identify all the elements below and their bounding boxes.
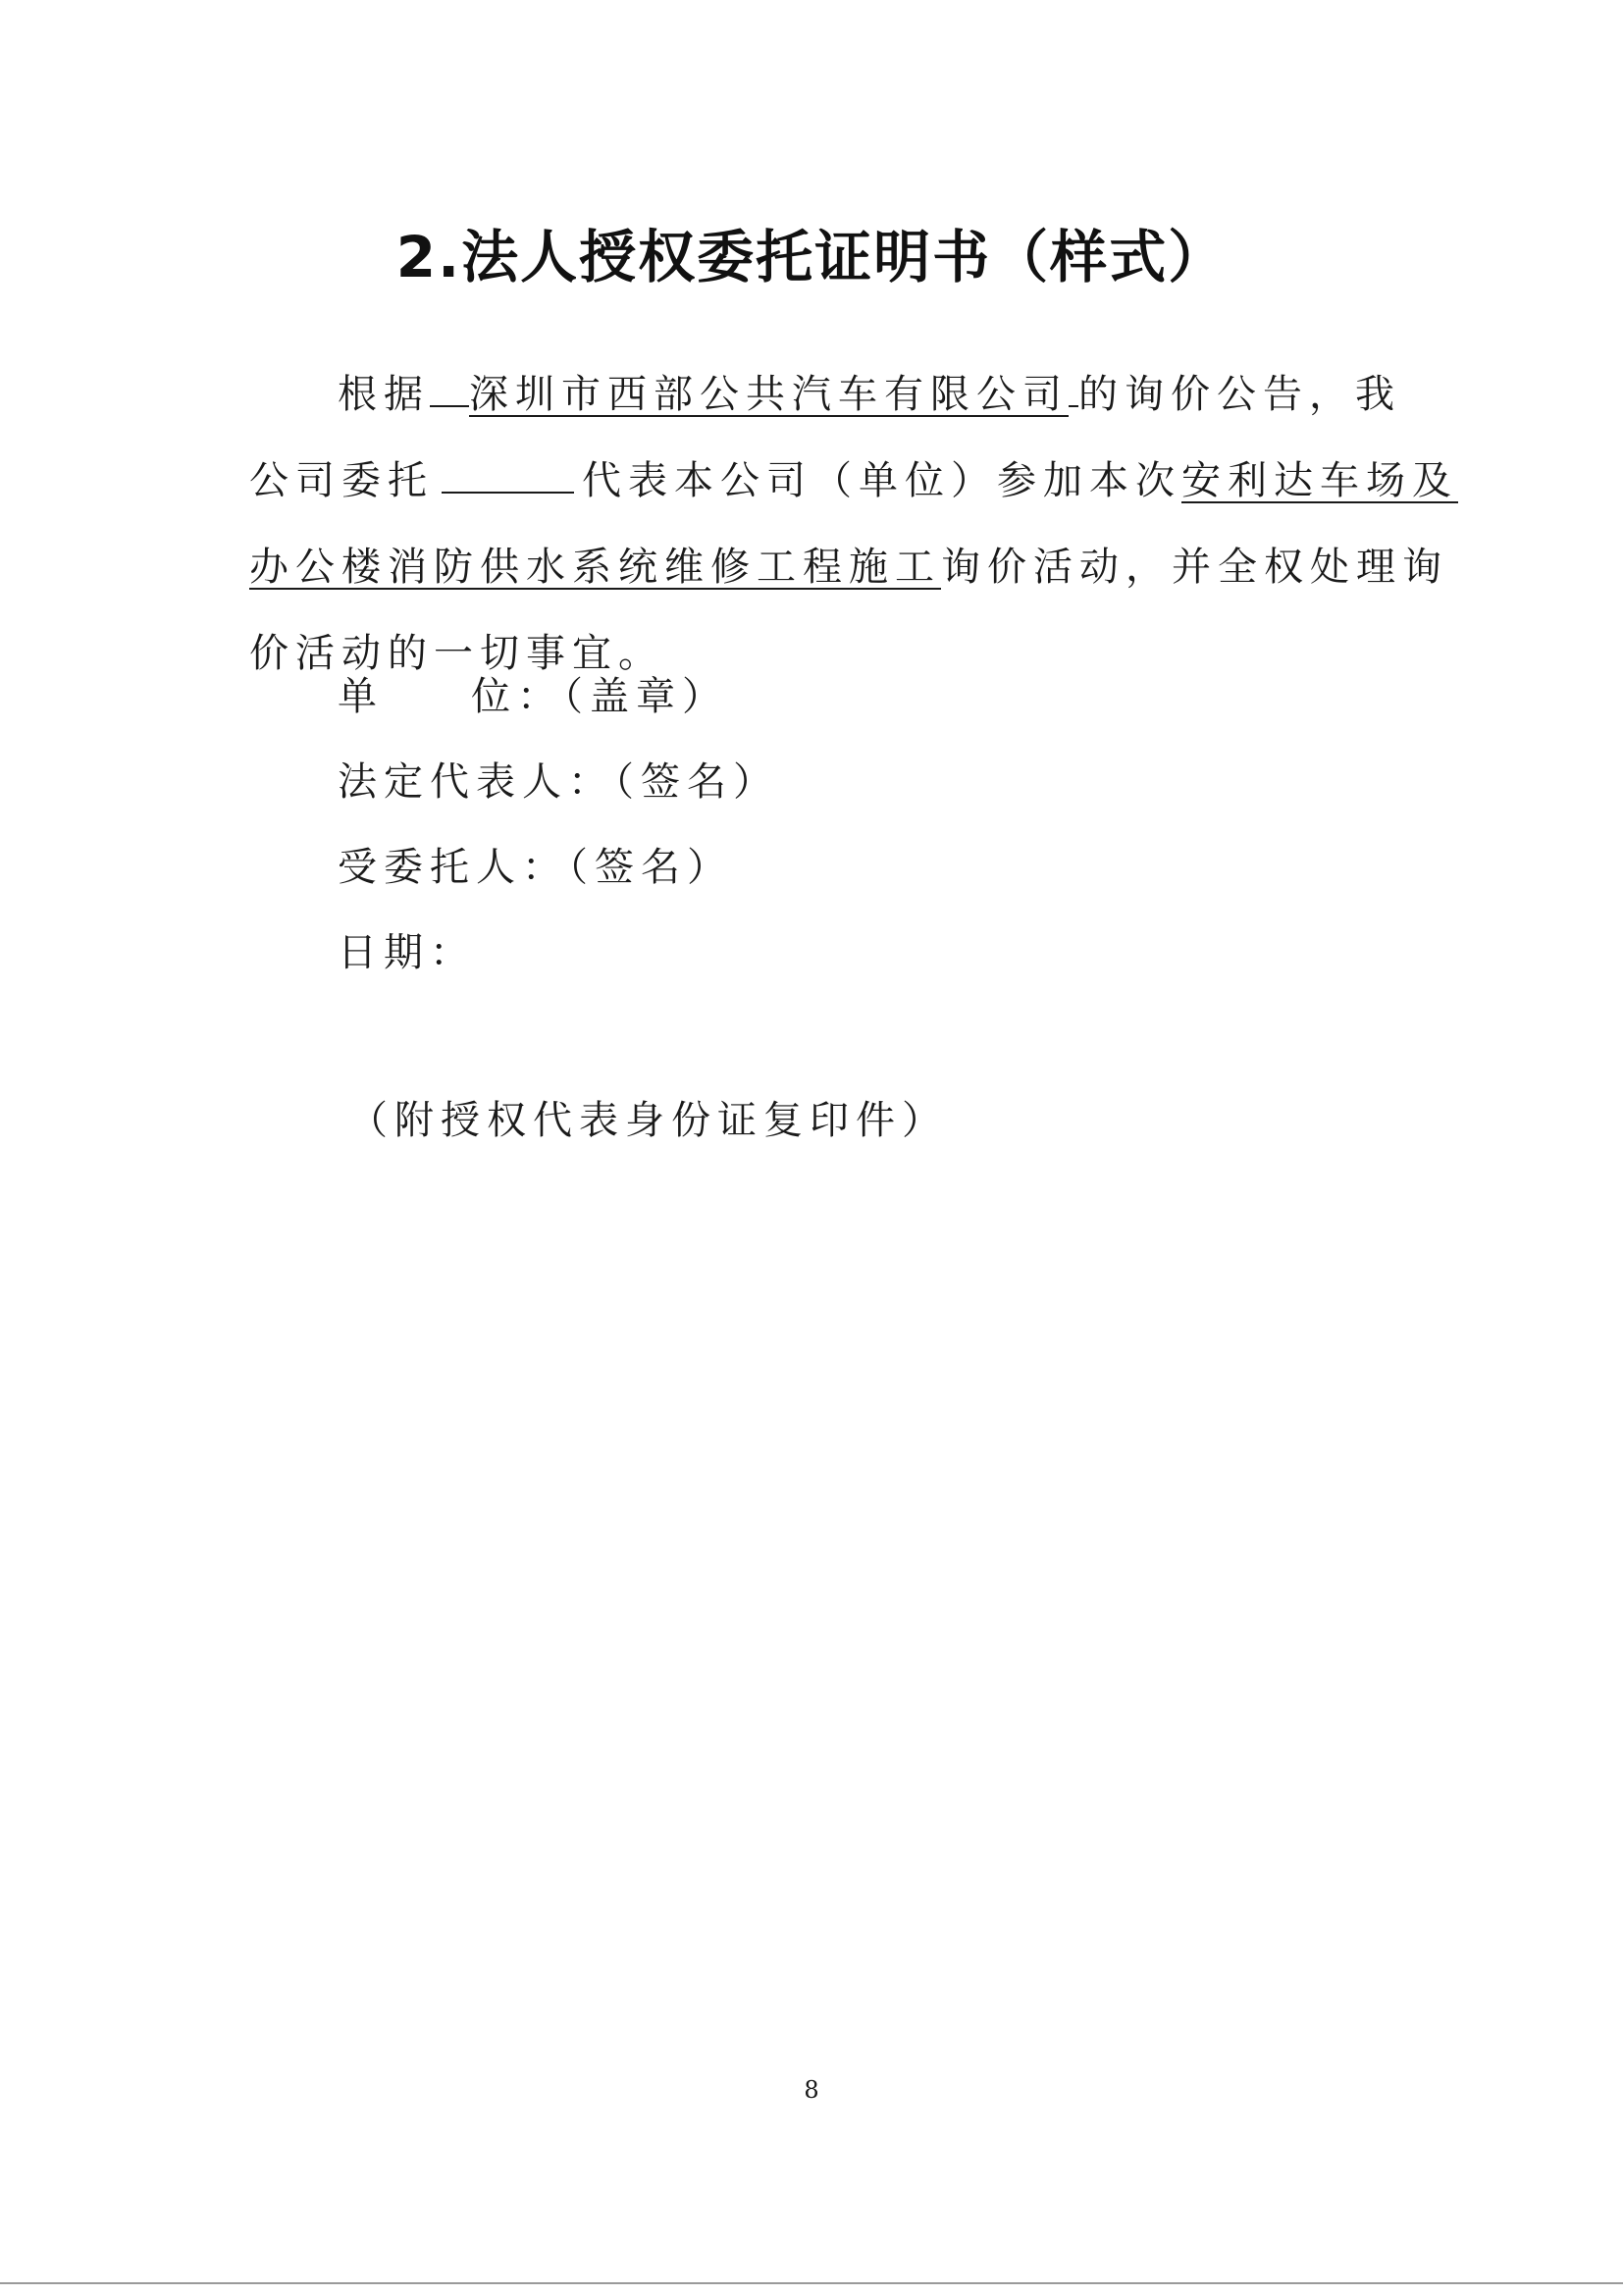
unit-label-b: 位：（盖章） — [471, 674, 728, 719]
line2-mid: 代表本公司（单位）参加本次 — [582, 458, 1181, 503]
company-leading-blank — [430, 368, 469, 407]
company-trailing-blank — [1069, 368, 1078, 407]
line4: 价活动的一切事宜。 — [249, 631, 664, 676]
line1-prefix: 根据 — [338, 372, 430, 417]
delegate-name-blank — [442, 454, 574, 494]
authorization-paragraph — [249, 351, 1458, 697]
line2-prefix: 公司委托 — [249, 458, 434, 503]
paragraph-line-3 — [249, 524, 1448, 610]
paragraph-line-2 — [249, 438, 1458, 524]
line1-suffix: 的询价公告，我 — [1078, 372, 1401, 417]
legal-rep-signature-line: 法定代表人：（签名） — [338, 759, 779, 805]
company-name: 深圳市西部公共汽车有限公司 — [469, 372, 1069, 417]
paragraph-line-1 — [249, 351, 1401, 438]
line3-suffix: 询价活动，并全权处理询 — [941, 545, 1448, 590]
date-line: 日期： — [338, 930, 476, 975]
page-number: 8 — [804, 2076, 819, 2104]
scan-bottom-edge — [0, 2282, 1623, 2284]
attachment-note: （附授权代表身份证复印件） — [348, 1098, 948, 1143]
document-title: 2.法人授权委托证明书（样式） — [395, 224, 1228, 290]
trustee-signature-line: 受委托人：（签名） — [338, 845, 733, 890]
project-name-part2: 办公楼消防供水系统维修工程施工 — [249, 545, 941, 590]
unit-label-a: 单 — [338, 674, 384, 719]
unit-seal-line — [338, 667, 728, 726]
project-name-part1: 安利达车场及 — [1181, 458, 1458, 503]
